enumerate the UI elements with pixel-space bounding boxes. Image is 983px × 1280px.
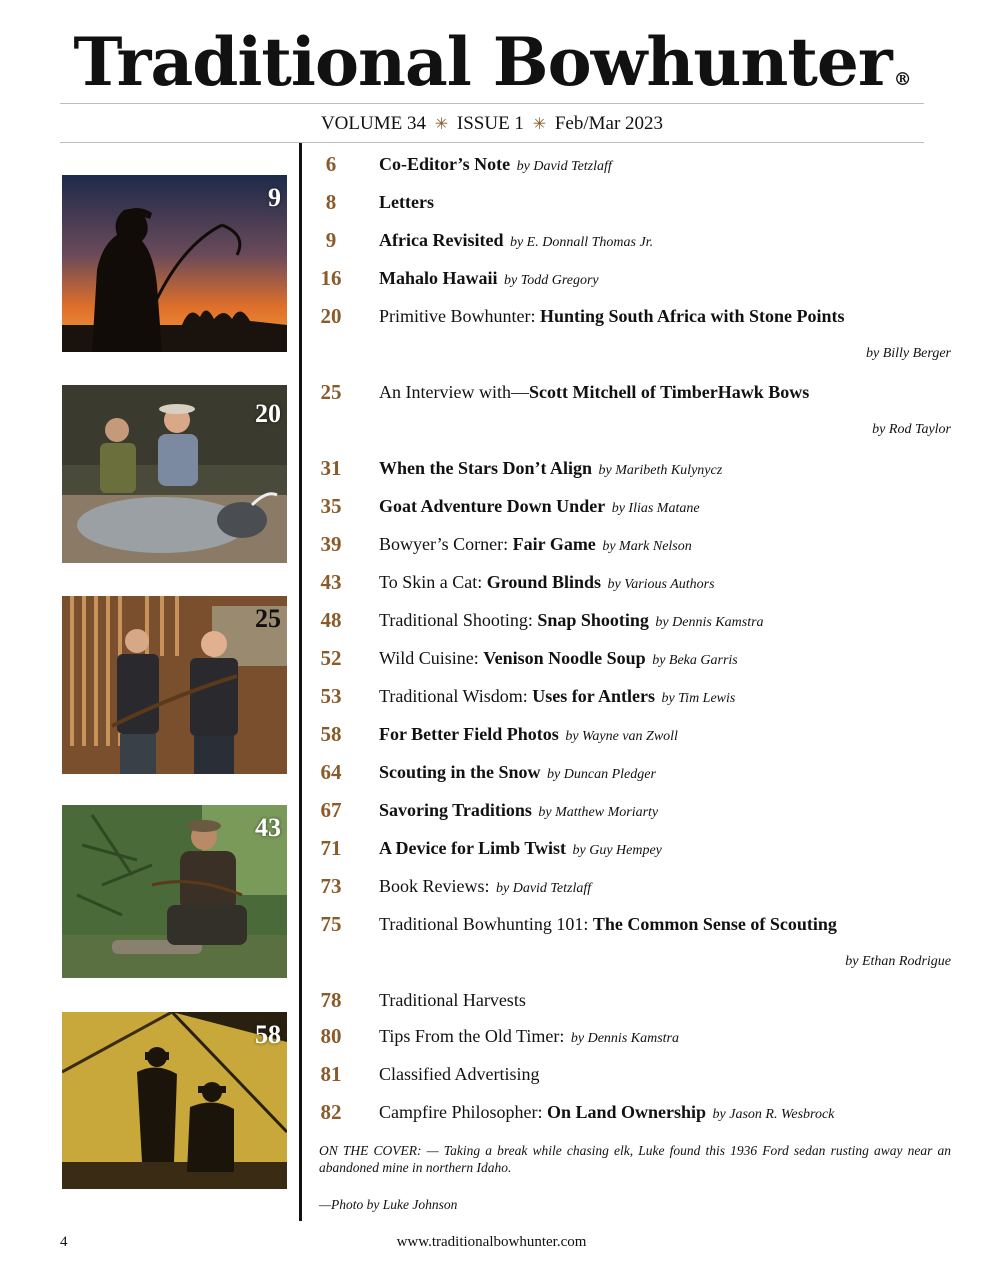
toc-title-line — [379, 982, 526, 1018]
toc-entry[interactable] — [310, 488, 955, 526]
toc-title: A Device for Limb Twist — [379, 838, 566, 858]
toc-entry[interactable] — [310, 260, 955, 298]
toc-entry[interactable] — [310, 1094, 955, 1132]
toc-title-line — [379, 792, 658, 831]
thumbnail-hunter-sunset[interactable] — [62, 175, 287, 352]
toc-page-number: 31 — [320, 456, 342, 480]
toc-title: When the Stars Don’t Align — [379, 458, 593, 478]
toc-page-number: 35 — [320, 494, 342, 518]
toc-entry[interactable] — [310, 602, 955, 640]
toc-byline: by E. Donnall Thomas Jr. — [509, 235, 654, 250]
toc-entry[interactable] — [310, 754, 955, 792]
toc-title: Uses for Antlers — [532, 686, 655, 706]
toc-prefix: Bowyer’s Corner: — [379, 534, 513, 554]
toc-title-line — [379, 602, 764, 641]
toc-title: The Common Sense of Scouting — [592, 914, 837, 934]
masthead-title-text: Traditional Bowhunter — [73, 23, 892, 101]
toc-title: Letters — [379, 192, 434, 212]
toc-title-line — [379, 450, 722, 489]
toc-title-line — [379, 564, 715, 603]
toc-byline: by Dennis Kamstra — [655, 615, 764, 630]
toc-byline: by Various Authors — [607, 577, 715, 592]
toc-entry[interactable] — [310, 716, 955, 754]
toc-title-line — [379, 678, 735, 717]
toc-page-number: 75 — [320, 912, 342, 936]
website-url[interactable]: www.traditionalbowhunter.com — [396, 1234, 587, 1250]
toc-title-line — [379, 906, 837, 942]
toc-byline: by Billy Berger — [865, 346, 951, 361]
toc-title-line — [379, 222, 653, 261]
toc-title-line — [379, 374, 809, 410]
toc-entry[interactable] — [310, 184, 955, 222]
toc-title: Snap Shooting — [537, 610, 649, 630]
toc-title: Fair Game — [512, 534, 596, 554]
toc-title-line — [379, 1056, 540, 1092]
toc-prefix: Tips From the Old Timer: — [379, 1026, 569, 1046]
toc-byline: by Tim Lewis — [661, 691, 736, 706]
toc-entry[interactable] — [310, 640, 955, 678]
toc-prefix: Traditional Harvests — [379, 990, 526, 1010]
toc-prefix: Campfire Philosopher: — [379, 1102, 547, 1122]
toc-title: Goat Adventure Down Under — [379, 496, 606, 516]
toc-title-line — [379, 298, 845, 334]
toc-byline: by David Tetzlaff — [496, 881, 592, 896]
toc-title-line — [379, 754, 656, 793]
issue-label: ISSUE 1 — [456, 113, 524, 134]
toc-prefix: To Skin a Cat: — [379, 572, 487, 592]
toc-byline: by David Tetzlaff — [516, 159, 612, 174]
toc-page-number: 78 — [320, 988, 342, 1012]
asterisk-icon: ✳ — [532, 116, 547, 133]
toc-prefix: Wild Cuisine: — [379, 648, 484, 668]
toc-entry[interactable] — [310, 792, 955, 830]
toc-entry[interactable] — [310, 374, 955, 450]
toc-prefix: Primitive Bowhunter: — [379, 306, 540, 326]
toc-page-number: 9 — [325, 228, 337, 252]
toc-page-number: 8 — [325, 190, 337, 214]
toc-page-number: 80 — [320, 1024, 342, 1048]
toc-byline: by Dennis Kamstra — [570, 1031, 680, 1046]
toc-page-number: 6 — [325, 152, 337, 176]
toc-title-line — [379, 260, 599, 299]
thumbnail-pines[interactable] — [62, 805, 287, 978]
toc-title: Scouting in the Snow — [379, 762, 541, 782]
asterisk-icon: ✳ — [434, 116, 449, 133]
toc-byline: by Duncan Pledger — [547, 767, 656, 782]
toc-page-number: 71 — [320, 836, 342, 860]
issue-date: Feb/Mar 2023 — [554, 113, 664, 134]
toc-title: Hunting South Africa with Stone Points — [540, 306, 845, 326]
toc-byline: by Rod Taylor — [872, 422, 951, 437]
toc-page-number: 43 — [320, 570, 342, 594]
toc-entry[interactable] — [310, 1056, 955, 1094]
top-rule — [60, 103, 924, 104]
toc-entry[interactable] — [310, 982, 955, 1020]
toc-byline: by Ilias Matane — [611, 501, 700, 516]
toc-title-line — [379, 526, 692, 565]
toc-title: Co-Editor’s Note — [379, 154, 511, 174]
toc-entry[interactable] — [310, 868, 955, 906]
workshop-photo-icon — [62, 596, 287, 774]
toc-entry[interactable] — [310, 222, 955, 260]
toc-prefix: Traditional Wisdom: — [379, 686, 533, 706]
toc-prefix: Traditional Bowhunting 101: — [379, 914, 593, 934]
page-number: 4 — [60, 1234, 68, 1250]
toc-title-line — [379, 488, 700, 527]
toc-page-number: 81 — [320, 1062, 342, 1086]
thumbnail-page-number: 43 — [255, 813, 281, 842]
issue-line — [60, 112, 924, 137]
toc-entry[interactable] — [310, 298, 955, 374]
toc-byline: by Maribeth Kulynycz — [598, 463, 723, 478]
toc-title: Venison Noodle Soup — [483, 648, 646, 668]
toc-title-line — [379, 1018, 679, 1057]
toc-page-number: 82 — [320, 1100, 342, 1124]
toc-page-number: 39 — [320, 532, 342, 556]
toc-title: Ground Blinds — [486, 572, 601, 592]
registered-mark: ® — [893, 69, 911, 90]
toc-page-number: 64 — [320, 760, 342, 784]
cover-note: ON THE COVER: — Taking a break while chasing elk, Luke found this 1936 Ford sedan rusting away near an abandoned mine in northern Idaho. — [319, 1143, 951, 1175]
toc-title-line — [379, 716, 678, 755]
toc-entry[interactable] — [310, 906, 955, 982]
toc-entry[interactable] — [310, 146, 955, 184]
volume-label: VOLUME 34 — [320, 113, 426, 134]
toc-title: On Land Ownership — [546, 1102, 707, 1122]
toc-title: Scott Mitchell of TimberHawk Bows — [528, 382, 810, 402]
sunset-photo-icon — [62, 175, 287, 352]
toc-title: Mahalo Hawaii — [379, 268, 498, 288]
toc-prefix: Traditional Shooting: — [379, 610, 538, 630]
toc-entry[interactable] — [310, 450, 955, 488]
toc-byline: by Ethan Rodrigue — [845, 954, 951, 969]
toc-title: For Better Field Photos — [379, 724, 559, 744]
thumbnail-page-number: 58 — [255, 1020, 281, 1049]
toc-entry[interactable] — [310, 526, 955, 564]
masthead-title — [60, 22, 924, 120]
toc-page-number: 53 — [320, 684, 342, 708]
toc-byline: by Beka Garris — [652, 653, 738, 668]
toc-title: Savoring Traditions — [379, 800, 532, 820]
toc-page-number: 16 — [320, 266, 342, 290]
toc-page-number: 67 — [320, 798, 342, 822]
toc-page-number: 52 — [320, 646, 342, 670]
toc-title: Africa Revisited — [379, 230, 504, 250]
toc-byline: by Jason R. Wesbrock — [712, 1107, 835, 1122]
toc-page-number: 58 — [320, 722, 342, 746]
toc-byline: by Wayne van Zwoll — [565, 729, 678, 744]
toc-title-line — [379, 146, 612, 185]
pines-photo-icon — [62, 805, 287, 978]
wildebeest-photo-icon — [62, 385, 287, 563]
toc-byline: by Guy Hempey — [572, 843, 662, 858]
toc-title-line — [379, 640, 738, 679]
toc-title-line — [379, 830, 662, 869]
toc-entry[interactable] — [310, 678, 955, 716]
toc-byline: by Mark Nelson — [602, 539, 692, 554]
cover-photo-credit: —Photo by Luke Johnson — [319, 1197, 458, 1212]
toc-entry[interactable] — [310, 830, 955, 868]
thumbnail-tent[interactable] — [62, 1012, 287, 1189]
toc-title-line — [379, 868, 591, 907]
thumbnail-page-number: 9 — [268, 183, 281, 212]
thumbnail-wildebeest[interactable] — [62, 385, 287, 563]
toc-page-number: 48 — [320, 608, 342, 632]
column-divider — [299, 143, 302, 1221]
issue-rule — [60, 142, 924, 143]
toc-prefix: An Interview with— — [379, 382, 529, 402]
thumbnail-page-number: 25 — [255, 604, 281, 633]
toc-page-number: 25 — [320, 380, 342, 404]
toc-byline: by Matthew Moriarty — [538, 805, 659, 820]
toc-title-line — [379, 184, 434, 220]
toc-title-line — [379, 1094, 834, 1133]
thumbnail-workshop[interactable] — [62, 596, 287, 774]
toc-entry[interactable] — [310, 1018, 955, 1056]
toc-entry[interactable] — [310, 564, 955, 602]
thumbnail-page-number: 20 — [255, 399, 281, 428]
toc-byline: by Todd Gregory — [504, 273, 599, 288]
tent-photo-icon — [62, 1012, 287, 1189]
toc-page-number: 73 — [320, 874, 342, 898]
toc-prefix: Classified Advertising — [379, 1064, 540, 1084]
toc-prefix: Book Reviews: — [379, 876, 494, 896]
toc-page-number: 20 — [320, 304, 342, 328]
